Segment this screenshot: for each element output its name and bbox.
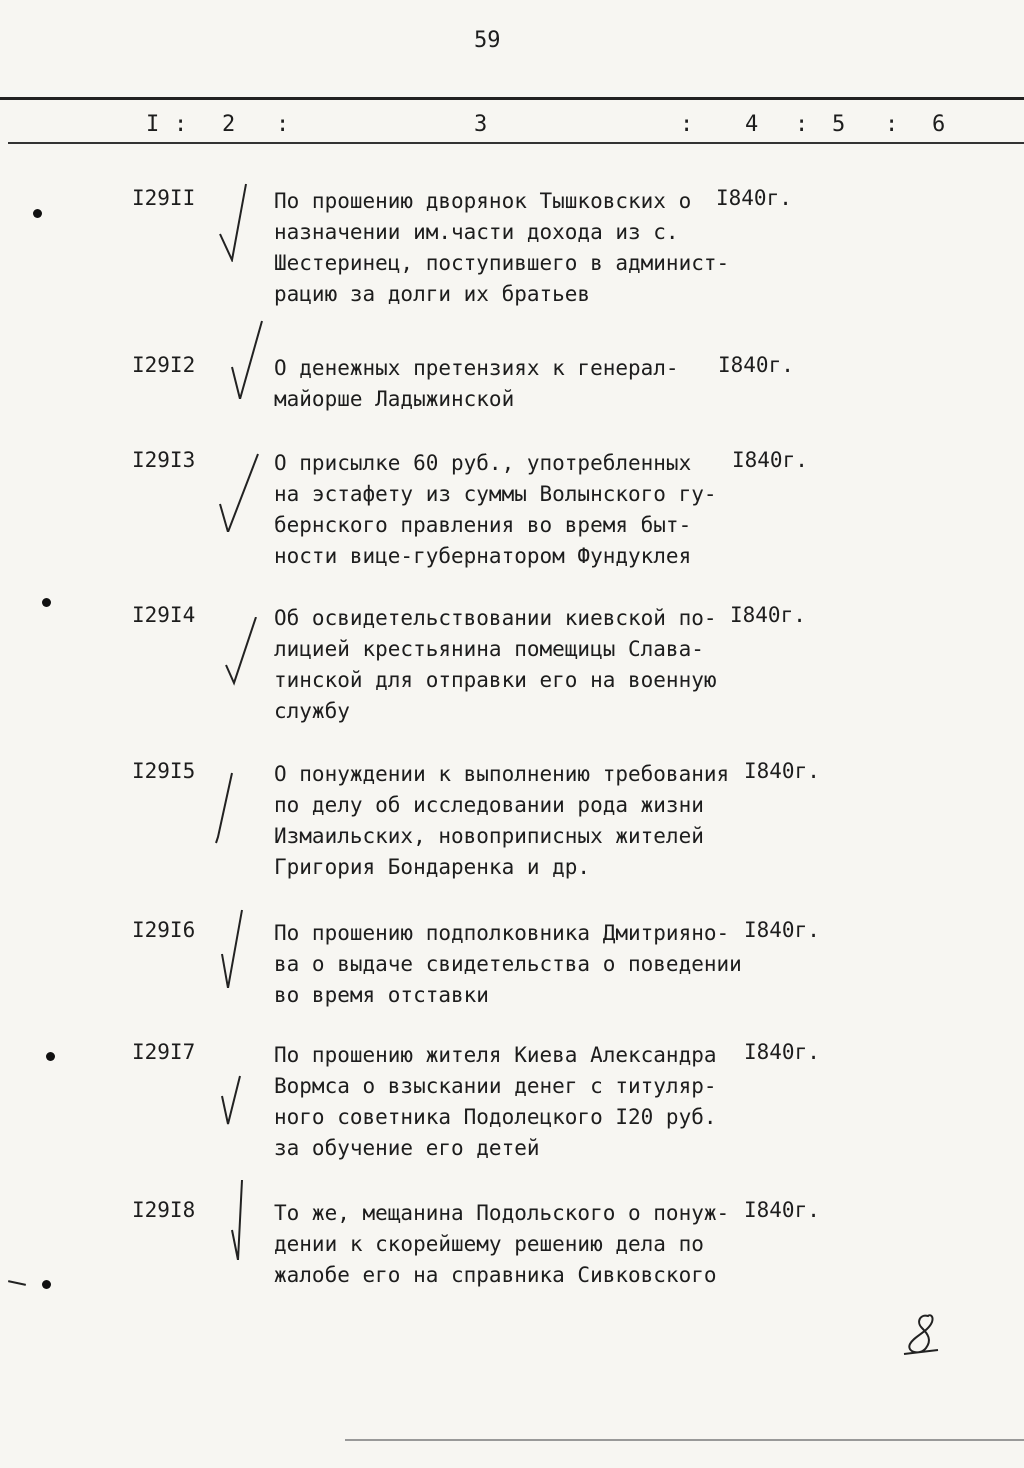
entry-number: I29I5 — [132, 759, 196, 783]
column-separator: : — [276, 112, 290, 137]
margin-dot — [46, 1052, 55, 1061]
description-line: Григория Бондаренка и др. — [274, 855, 591, 879]
column-separator: : — [680, 112, 694, 137]
checkmark-icon — [212, 1180, 272, 1260]
description-line: То же, мещанина Подольского о понуж- — [274, 1201, 730, 1225]
description-line: майорше Ладыжинской — [274, 387, 515, 411]
entry-description — [274, 448, 744, 572]
description-line: во время отставки — [274, 983, 489, 1007]
description-line: жалобе его на справника Сивковского — [274, 1263, 717, 1287]
description-line: По прошению дворянок Тышковских о — [274, 189, 692, 213]
description-line: ного советника Подолецкого I20 руб. — [274, 1105, 717, 1129]
column-separator: : — [885, 112, 899, 137]
entry-year: I840г. — [718, 353, 794, 377]
description-line: ва о выдаче свидетельства о поведении — [274, 952, 742, 976]
entry-description — [274, 759, 744, 883]
description-line: лицией крестьянина помещицы Слава- — [274, 637, 704, 661]
entry-year: I840г. — [716, 186, 792, 210]
column-head-5: 5 — [832, 112, 846, 137]
entry-number: I29I4 — [132, 603, 196, 627]
entry-number: I29I8 — [132, 1198, 196, 1222]
column-head-4: 4 — [745, 112, 759, 137]
description-line: назначении им.части дохода из с. — [274, 220, 679, 244]
checkmark-icon — [212, 1074, 272, 1154]
description-line: О денежных претензиях к генерал- — [274, 356, 679, 380]
entry-description — [274, 918, 744, 1011]
handwritten-mark-icon — [898, 1310, 948, 1360]
description-line: тинской для отправки его на военную — [274, 668, 717, 692]
checkmark-icon — [212, 182, 272, 262]
description-line: бернского правления во время быт- — [274, 513, 692, 537]
footer-line — [345, 1439, 1024, 1441]
description-line: Шестеринец, поступившего в админист- — [274, 251, 730, 275]
description-line: по делу об исследовании рода жизни — [274, 793, 704, 817]
entry-description — [274, 186, 744, 310]
entry-year: I840г. — [732, 448, 808, 472]
checkmark-icon — [212, 908, 272, 988]
entry-year: I840г. — [744, 1198, 820, 1222]
description-line: Об освидетельствовании киевской по- — [274, 606, 717, 630]
entry-number: I29I7 — [132, 1040, 196, 1064]
column-separator: : — [174, 112, 188, 137]
checkmark-icon — [212, 771, 272, 851]
margin-dot — [42, 1280, 51, 1289]
description-line: О понуждении к выполнению требования — [274, 762, 730, 786]
column-separator: : — [795, 112, 809, 137]
entry-year: I840г. — [744, 1040, 820, 1064]
page-number: 59 — [474, 28, 501, 53]
description-line: Вормса о взыскании денег с титуляр- — [274, 1074, 717, 1098]
description-line: за обучение его детей — [274, 1136, 540, 1160]
entry-number: I29I2 — [132, 353, 196, 377]
description-line: О присылке 60 руб., употребленных — [274, 451, 692, 475]
margin-dot — [33, 209, 42, 218]
description-line: на эстафету из суммы Волынского гу- — [274, 482, 717, 506]
column-head-2: 2 — [222, 112, 236, 137]
margin-dot — [42, 598, 51, 607]
description-line: Измаильских, новоприписных жителей — [274, 824, 704, 848]
entry-number: I29I6 — [132, 918, 196, 942]
description-line: ности вице-губернатором Фундуклея — [274, 544, 692, 568]
checkmark-icon — [212, 319, 272, 399]
entry-year: I840г. — [744, 918, 820, 942]
column-head-6: 6 — [932, 112, 946, 137]
entry-year: I840г. — [744, 759, 820, 783]
checkmark-icon — [212, 617, 272, 697]
entry-description — [274, 603, 744, 727]
description-line: По прошению жителя Киева Александра — [274, 1043, 717, 1067]
entry-description — [274, 1198, 744, 1291]
column-head-3: 3 — [474, 112, 488, 137]
description-line: службу — [274, 699, 350, 723]
description-line: дении к скорейшему решению дела по — [274, 1232, 704, 1256]
checkmark-icon — [212, 452, 272, 532]
column-head-1: I — [146, 112, 160, 137]
entry-number: I29II — [132, 186, 196, 210]
top-rule — [0, 97, 1024, 100]
entry-year: I840г. — [730, 603, 806, 627]
margin-dash — [8, 1280, 26, 1286]
description-line: По прошению подполковника Дмитрияно- — [274, 921, 730, 945]
header-bottom-rule — [8, 142, 1024, 144]
description-line: рацию за долги их братьев — [274, 282, 591, 306]
entry-number: I29I3 — [132, 448, 196, 472]
entry-description — [274, 353, 744, 415]
entry-description — [274, 1040, 744, 1164]
